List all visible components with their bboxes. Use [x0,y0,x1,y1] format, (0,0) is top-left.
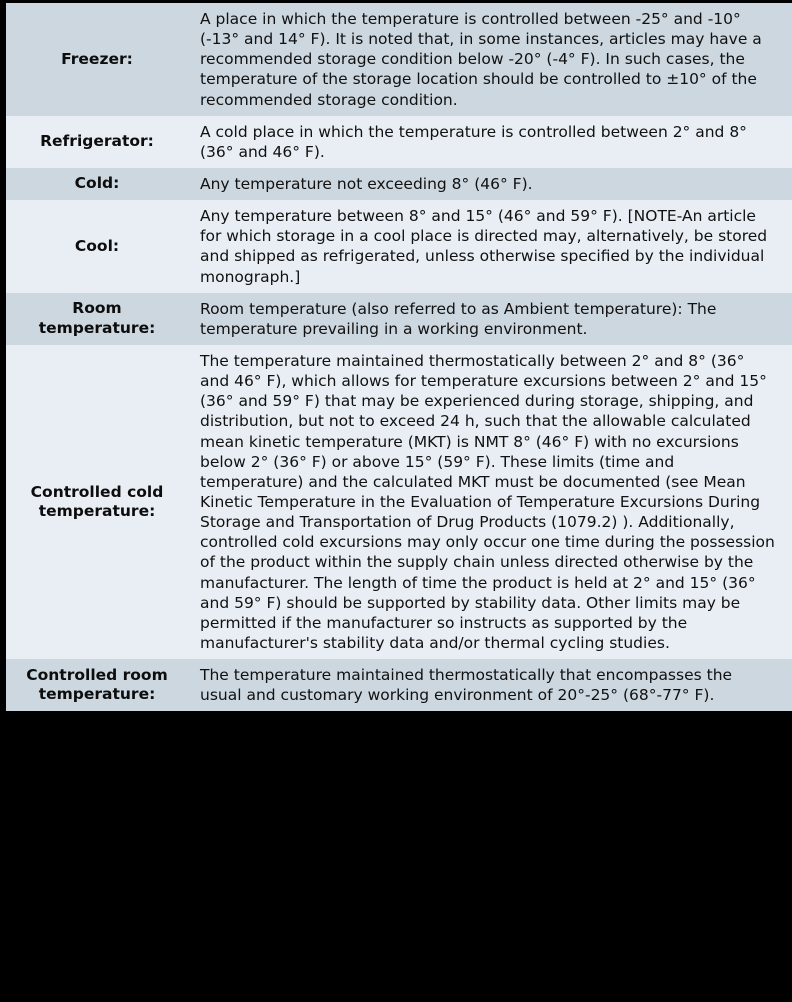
storage-temperature-table [6,3,792,711]
definition-cell: The temperature maintained thermostatically that encompasses the usual and customary working environment of 20°-25° (68°-77° F). [192,659,792,711]
term-cell: Cool: [6,200,192,293]
table-row [6,168,792,200]
table-row [6,200,792,293]
table-row [6,345,792,659]
term-cell: Cold: [6,168,192,200]
term-cell: Room temperature: [6,293,192,345]
definition-cell: The temperature maintained thermostatically between 2° and 8° (36° and 46° F), which allows for temperature excursions between 2° and 15° (36° and 59° F) that may be experienced during storage, shipping, and distribution, but not to exceed 24 h, such that the allowable calculated mean kinetic temperature (MKT) is NMT 8° (46° F) with no excursions below 2° (36° F) or above 15° (59° F). These limits (time and temperature) and the calculated MKT must be documented (see Mean Kinetic Temperature in the Evaluation of Temperature Excursions During Storage and Transportation of Drug Products (1079.2) ). Additionally, controlled cold excursions may only occur one time during the possession of the product within the supply chain unless directed otherwise by the manufacturer. The length of time the product is held at 2° and 15° (36° and 59° F) should be supported by stability data. Other limits may be permitted if the manufacturer so instructs as supported by the manufacturer's stability data and/or thermal cycling studies. [192,345,792,659]
definition-cell: Any temperature not exceeding 8° (46° F). [192,168,792,200]
table-row [6,116,792,168]
table-row [6,659,792,711]
definition-cell: Room temperature (also referred to as Ambient temperature): The temperature prevailing in a working environment. [192,293,792,345]
table-row [6,3,792,116]
definition-cell: Any temperature between 8° and 15° (46° and 59° F). [NOTE-An article for which storage in a cool place is directed may, alternatively, be stored and shipped as refrigerated, unless otherwise specified by the individual monograph.] [192,200,792,293]
term-cell: Controlled room temperature: [6,659,192,711]
definition-cell: A place in which the temperature is controlled between -25° and -10° (-13° and 14° F). It is noted that, in some instances, articles may have a recommended storage condition below -20° (-4° F). In such cases, the temperature of the storage location should be controlled to ±10° of the recommended storage condition. [192,3,792,116]
definition-cell: A cold place in which the temperature is controlled between 2° and 8° (36° and 46° F). [192,116,792,168]
term-cell: Freezer: [6,3,192,116]
term-cell: Controlled cold temperature: [6,345,192,659]
term-cell: Refrigerator: [6,116,192,168]
table-row [6,293,792,345]
